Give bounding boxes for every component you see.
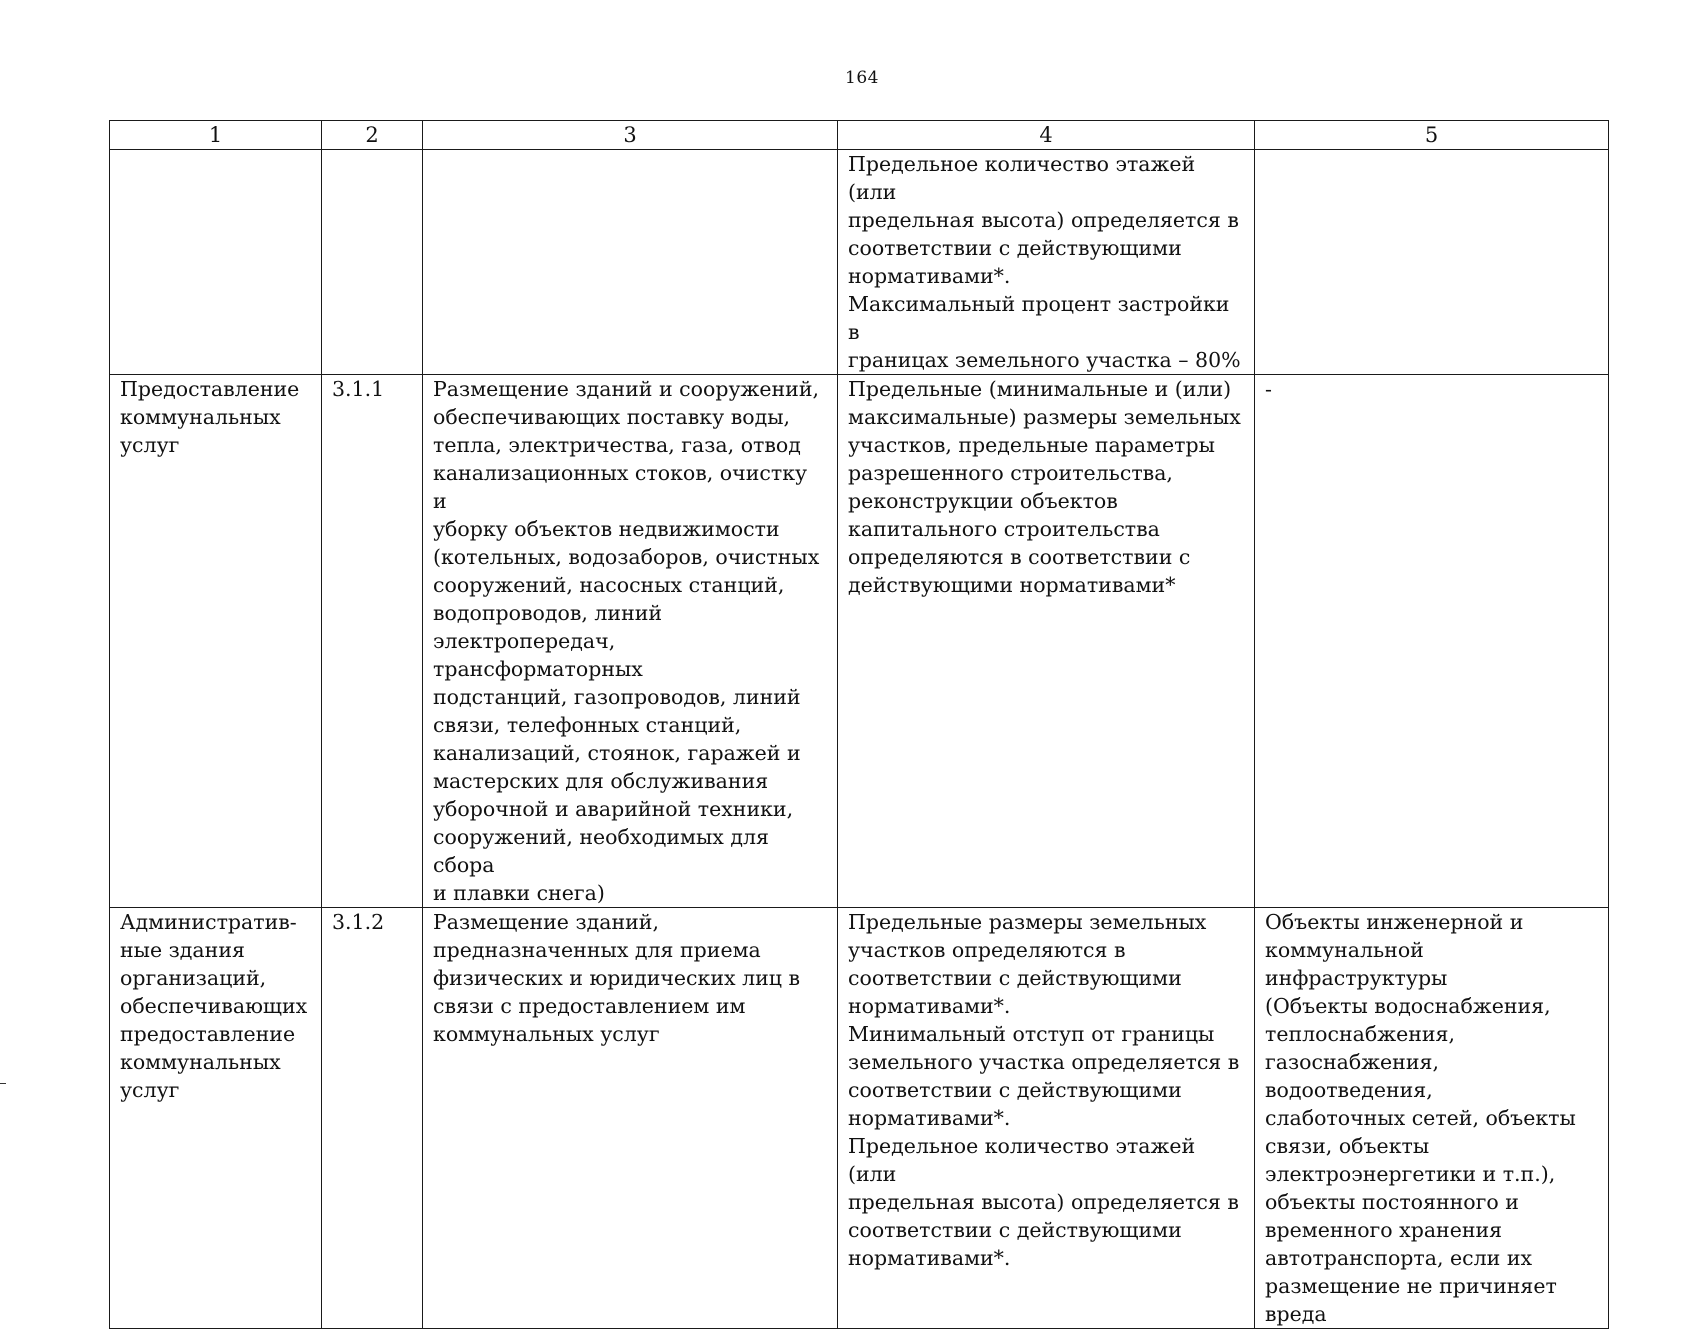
cell-use-code: 3.1.2 (322, 908, 423, 1329)
cell-use-description: Размещение зданий, предназначенных для приема физических и юридических лиц в связи с предоставлением им коммунальных услуг (423, 908, 838, 1329)
column-header-1: 1 (110, 121, 322, 150)
table-row (110, 375, 1609, 908)
cell-note (1255, 150, 1609, 375)
column-header-3: 3 (423, 121, 838, 150)
table-header-row (110, 121, 1609, 150)
cell-use-name: Административ- ные здания организаций, обеспечивающих предоставление коммунальных услуг (110, 908, 322, 1329)
cell-limit-parameters: Предельные (минимальные и (или) максимальные) размеры земельных участков, предельные параметры разрешенного строительства, реконструкции объектов капитального строительства определяются в соответствии с действующими нормативами* (838, 375, 1255, 908)
table-row (110, 150, 1609, 375)
cell-use-name (110, 150, 322, 375)
cell-note: - (1255, 375, 1609, 908)
cell-use-name: Предоставление коммунальных услуг (110, 375, 322, 908)
cell-limit-parameters: Предельное количество этажей (или предельная высота) определяется в соответствии с действующими нормативами*. Максимальный процент застройки в границах земельного участка – 80% (838, 150, 1255, 375)
column-header-4: 4 (838, 121, 1255, 150)
column-header-2: 2 (322, 121, 423, 150)
table-row (110, 908, 1609, 1329)
cell-use-description (423, 150, 838, 375)
land-use-table (109, 120, 1609, 1329)
cell-use-code: 3.1.1 (322, 375, 423, 908)
column-header-5: 5 (1255, 121, 1609, 150)
page-number: 164 (845, 68, 879, 88)
cell-note: Объекты инженерной и коммунальной инфраструктуры (Объекты водоснабжения, теплоснабжения, газоснабжения, водоотведения, слаботочных сетей, объекты связи, объекты электроэнергетики и т.п.), объекты постоянного и временного хранения автотранспорта, если их размещение не причиняет вреда (1255, 908, 1609, 1329)
cell-use-description: Размещение зданий и сооружений, обеспечивающих поставку воды, тепла, электричества, газа, отвод канализационных стоков, очистку и уборку объектов недвижимости (котельных, водозаборов, очистных сооружений, насосных станций, водопроводов, линий электропередач, трансформаторных подстанций, газопроводов, линий связи, телефонных станций, канализаций, стоянок, гаражей и мастерских для обслуживания уборочной и аварийной техники, сооружений, необходимых для сбора и плавки снега) (423, 375, 838, 908)
cell-use-code (322, 150, 423, 375)
margin-mark (0, 1083, 6, 1084)
cell-limit-parameters: Предельные размеры земельных участков определяются в соответствии с действующими нормативами*. Минимальный отступ от границы земельного участка определяется в соответствии с действующими нормативами*. Предельное количество этажей (или предельная высота) определяется в соответствии с действующими нормативами*. (838, 908, 1255, 1329)
